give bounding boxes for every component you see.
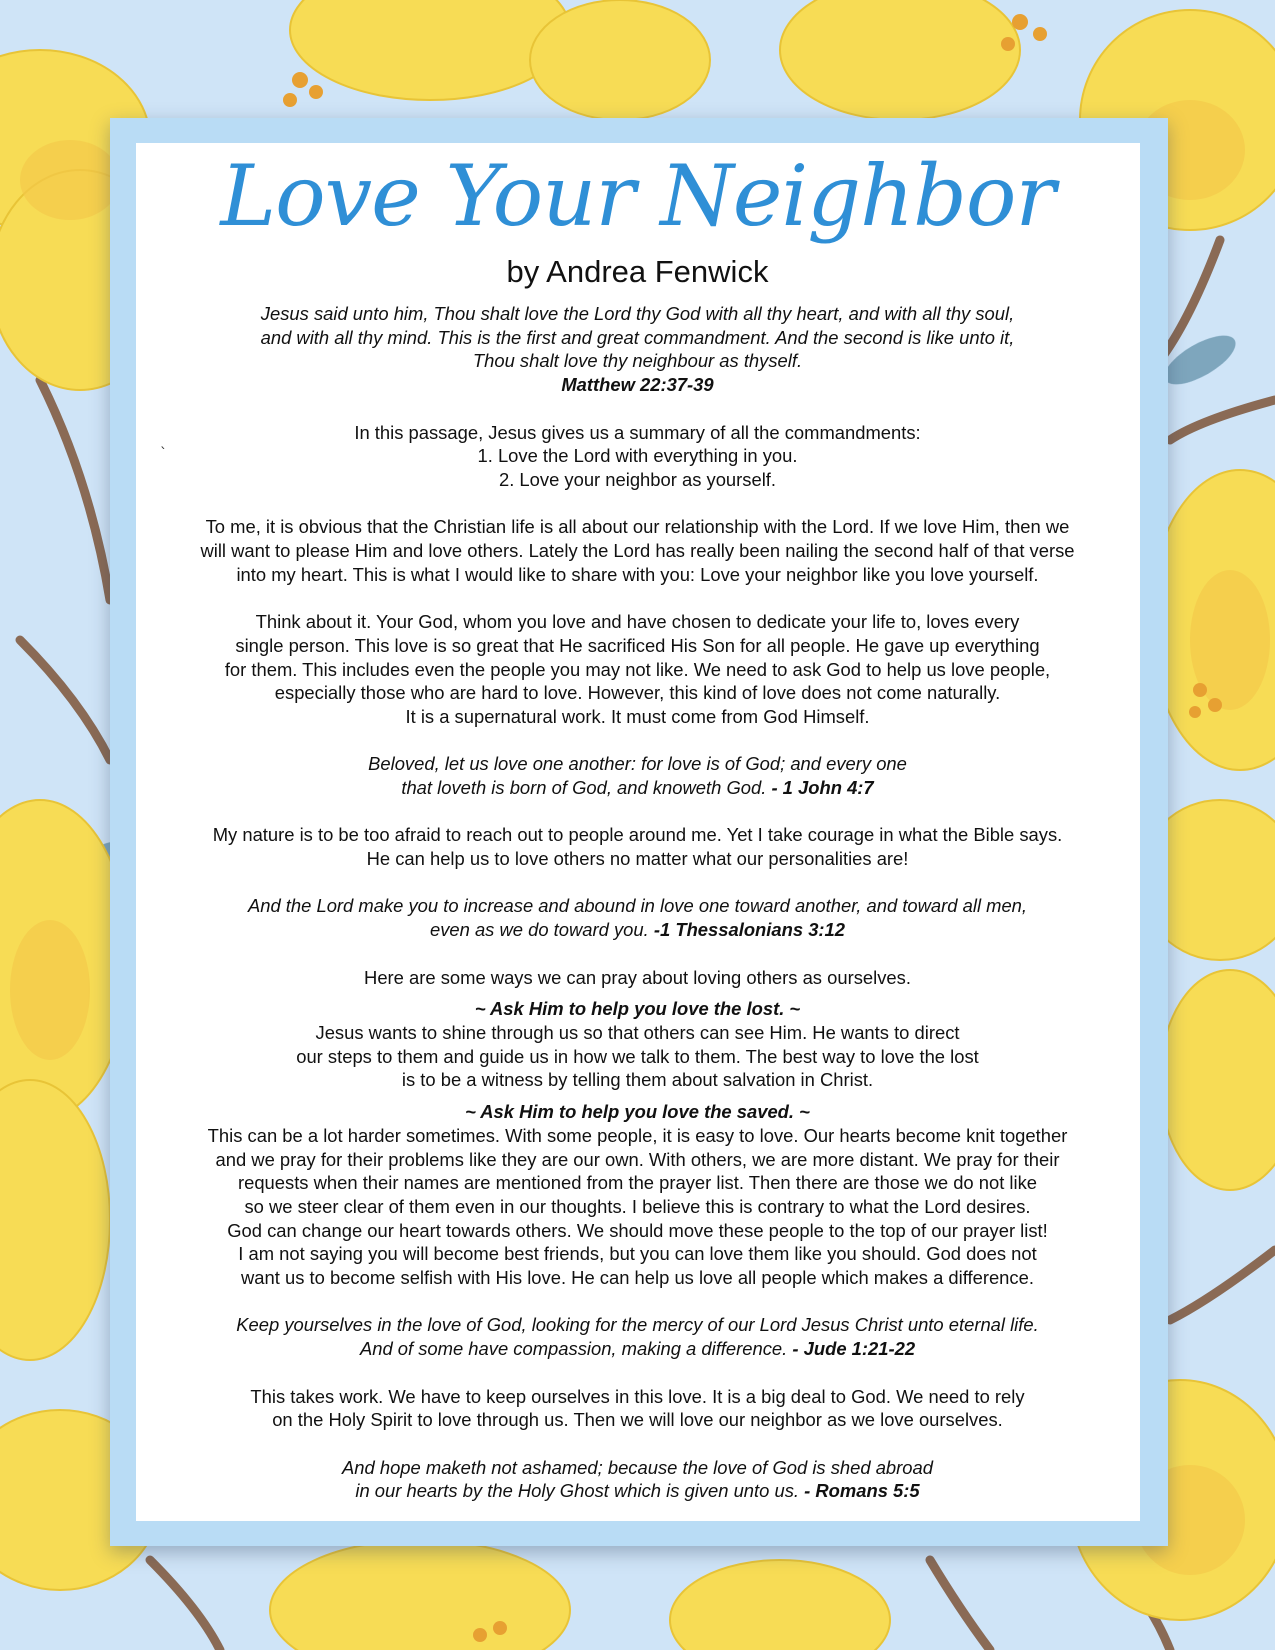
- body-line: is to be a witness by telling them about salvation in Christ.: [401, 1069, 874, 1091]
- verse-romans: [150, 1456, 1125, 1503]
- verse-reference: -1 Thessalonians 3:12: [653, 919, 846, 941]
- body-line: I am not saying you will become best friends, but you can love them like you should. God does not: [238, 1243, 1037, 1265]
- body-line: This takes work. We have to keep ourselves in this love. It is a big deal to God. We need to rely: [250, 1385, 1025, 1407]
- verse-line: [150, 1479, 1125, 1503]
- body-line: God can change our heart towards others. We should move these people to the top of our prayer list!: [227, 1219, 1048, 1241]
- paragraph-3: [150, 823, 1125, 870]
- body-line: requests when their names are mentioned from the prayer list. Then there are those we do not like: [237, 1172, 1038, 1194]
- verse-jude: [150, 1313, 1125, 1360]
- body-line: want us to become selfish with His love. He can help us love all people which makes a difference.: [241, 1267, 1034, 1289]
- body-line: It is a supernatural work. It must come from God Himself.: [405, 705, 870, 727]
- paragraph-4: [150, 1385, 1125, 1432]
- body-line: Think about it. Your God, whom you love and have chosen to dedicate your life to, loves every: [255, 611, 1020, 633]
- article-body: [150, 302, 1125, 1503]
- section-heading: ~ Ask Him to help you love the lost. ~: [474, 998, 801, 1020]
- verse-line: Thou shalt love thy neighbour as thyself.: [472, 350, 803, 372]
- body-line: for them. This includes even the people you may not like. We need to ask God to help us love people,: [224, 658, 1051, 680]
- body-line: will want to please Him and love others. Lately the Lord has really been nailing the second half of that verse: [200, 540, 1075, 561]
- body-line: on the Holy Spirit to love through us. Then we will love our neighbor as we love ourselves.: [272, 1409, 1003, 1431]
- prayer-intro: Here are some ways we can pray about loving others as ourselves.: [364, 966, 911, 988]
- summary-item: 1. Love the Lord with everything in you.: [477, 445, 798, 467]
- body-line: Jesus wants to shine through us so that others can see Him. He wants to direct: [315, 1021, 960, 1043]
- verse-line: [150, 776, 1125, 800]
- paragraph-1: [150, 515, 1125, 586]
- verse-1-john: [150, 752, 1125, 799]
- verse-line: and with all thy mind. This is the first and great commandment. And the second is like unto it,: [260, 326, 1015, 348]
- body-line: especially those who are hard to love. However, this kind of love does not come naturally.: [274, 682, 1001, 704]
- verse-reference: - Jude 1:21-22: [792, 1338, 916, 1360]
- section-heading: ~ Ask Him to help you love the saved. ~: [465, 1101, 810, 1123]
- love-the-saved-section: [150, 1100, 1125, 1290]
- paragraph-2: [150, 610, 1125, 729]
- body-line: single person. This love is so great that He sacrificed His Son for all people. He gave up everything: [235, 634, 1040, 656]
- body-line: and we pray for their problems like they are our own. With others, we are more distant. We pray for their: [215, 1148, 1060, 1170]
- verse-line: Jesus said unto him, Thou shalt love the Lord thy God with all thy heart, and with all thy soul,: [260, 303, 1015, 324]
- verse-line: [150, 1337, 1125, 1361]
- verse-text: that loveth is born of God, and knoweth God.: [401, 777, 767, 798]
- verse-text: even as we do toward you.: [429, 919, 649, 941]
- verse-text: And of some have compassion, making a difference.: [359, 1338, 788, 1360]
- body-line: our steps to them and guide us in how we talk to them. The best way to love the lost: [296, 1045, 979, 1067]
- verse-reference: - 1 John 4:7: [771, 777, 874, 798]
- verse-line: And hope maketh not ashamed; because the love of God is shed abroad: [342, 1456, 933, 1478]
- verse-reference: Matthew 22:37-39: [561, 374, 714, 396]
- verse-line: Keep yourselves in the love of God, looking for the mercy of our Lord Jesus Christ unto eternal life.: [236, 1314, 1039, 1336]
- intro-verse: [150, 302, 1125, 397]
- summary-item: 2. Love your neighbor as yourself.: [498, 468, 777, 490]
- verse-thessalonians: [150, 894, 1125, 941]
- verse-line: Beloved, let us love one another: for love is of God; and every one: [368, 753, 907, 775]
- stray-mark: `: [160, 446, 167, 462]
- summary-lead: In this passage, Jesus gives us a summary of all the commandments:: [354, 421, 921, 443]
- body-line: into my heart. This is what I would like to share with you: Love your neighbor like you love yourself.: [236, 563, 1039, 585]
- page-title: Love Your Neighbor: [220, 147, 1055, 245]
- body-line: My nature is to be too afraid to reach out to people around me. Yet I take courage in what the Bible says.: [212, 824, 1063, 846]
- summary-block: [150, 421, 1125, 492]
- body-line: He can help us to love others no matter what our personalities are!: [366, 848, 909, 870]
- verse-text: in our hearts by the Holy Ghost which is given unto us.: [355, 1480, 800, 1502]
- verse-reference: - Romans 5:5: [804, 1480, 920, 1502]
- verse-line: And the Lord make you to increase and abound in love one toward another, and toward all men,: [247, 895, 1028, 917]
- body-line: This can be a lot harder sometimes. With some people, it is easy to love. Our hearts become knit together: [207, 1124, 1068, 1146]
- author-byline: by Andrea Fenwick: [506, 254, 769, 289]
- body-line: so we steer clear of them even in our thoughts. I believe this is contrary to what the Lord desires.: [244, 1195, 1031, 1217]
- verse-line: [150, 918, 1125, 942]
- love-the-lost-section: [150, 997, 1125, 1092]
- body-line: To me, it is obvious that the Christian life is all about our relationship with the Lord. If we love Him, then we: [205, 516, 1070, 538]
